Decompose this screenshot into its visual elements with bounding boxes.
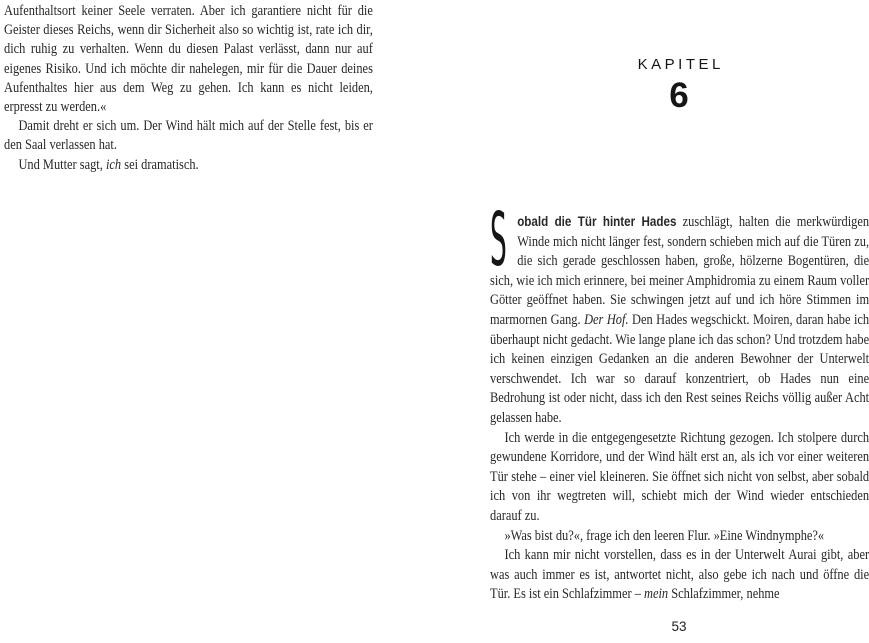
paragraph [490, 546, 869, 605]
paragraph [4, 2, 373, 117]
right-text-block [490, 197, 869, 605]
text-run: Damit dreht er sich um. Der Wind hält mich auf der Stelle fest, bis er den Saal verlassen hat. [4, 118, 373, 154]
chapter-label: KAPITEL [637, 56, 724, 73]
text-run: Schlafzimmer, nehme [668, 586, 780, 603]
text-run: Und Mutter sagt, [18, 156, 106, 173]
chapter-number: 6 [669, 76, 689, 115]
italic-text-run: mein [643, 586, 669, 603]
text-run: zuschlägt, halten die merkwürdigen Winde mich nicht länger fest, sondern schieben mich auf die Türen zu, die sich gerade geschlossen haben, große, hölzerne Bogentüren, die sich, wie ich mich erinnere, bei meiner Amphidromia zu einem Raum voller Götter geöffnet haben. Sie schwingen jetzt auf und ich höre Stimmen im marmornen Gang. [490, 214, 869, 328]
text-run: sei dramatisch. [121, 156, 199, 173]
italic-text-run: ich [105, 156, 122, 173]
paragraph [490, 429, 869, 527]
left-text-block [4, 2, 373, 175]
text-run: Aufenthaltsort keiner Seele verraten. Aber ich garantiere nicht für die Geister dieses Reichs, wenn dir Sicherheit also so wichtig ist, rate ich dir, dich ruhig zu verhalten. Wenn du diesen Palast verlässt, dann nur auf eigenes Risiko. Und ich möchte dir nahelegen, mir für die Dauer deines Aufenthaltes hier aus dem Weg zu gehen. Ich kann es nicht leiden, erpresst zu werden.« [4, 3, 373, 116]
text-run: Ich kann mir nicht vorstellen, dass es in der Unterwelt Aurai gibt, aber was auch immer es ist, antwortet nicht, also gebe ich nach und öffne die Tür. Es ist ein Schlafzimmer – [490, 547, 869, 603]
page-number: 53 [671, 619, 687, 634]
text-run: Ich werde in die entgegengesetzte Richtung gezogen. Ich stolpere durch gewundene Korridore, und der Wind hält erst an, als ich vor einer weiteren Tür stehe – einer viel kleineren. Sie öffnet sich nicht von selbst, aber sobald ich von ihr wegtreten will, schiebt mich der Wind wieder entschieden darauf zu. [490, 429, 869, 524]
bold-lead-run: obald die Tür hinter Hades [517, 214, 677, 229]
chapter-header [490, 56, 868, 113]
paragraph [490, 527, 869, 547]
text-run: »Was bist du?«, frage ich den leeren Flur. »Eine Windnymphe?« [504, 527, 825, 544]
paragraph [4, 156, 373, 175]
italic-text-run: Der Hof. [584, 311, 629, 328]
opening-paragraph [490, 197, 869, 429]
drop-cap-letter: S [490, 197, 507, 283]
paragraph [4, 117, 373, 155]
text-run: Den Hades wegschickt. Moiren, daran habe ich überhaupt nicht gedacht. Wie lange plane ich das schon? Und trotzdem habe ich keinen einzigen Gedanken an die anderen Bewohner der Unterwelt verschwendet. Ich war so darauf konzentriert, ob Hades nun eine Bedrohung ist oder nicht, dass ich den Rest seines Reichs völlig außer Acht gelassen habe. [490, 311, 869, 426]
